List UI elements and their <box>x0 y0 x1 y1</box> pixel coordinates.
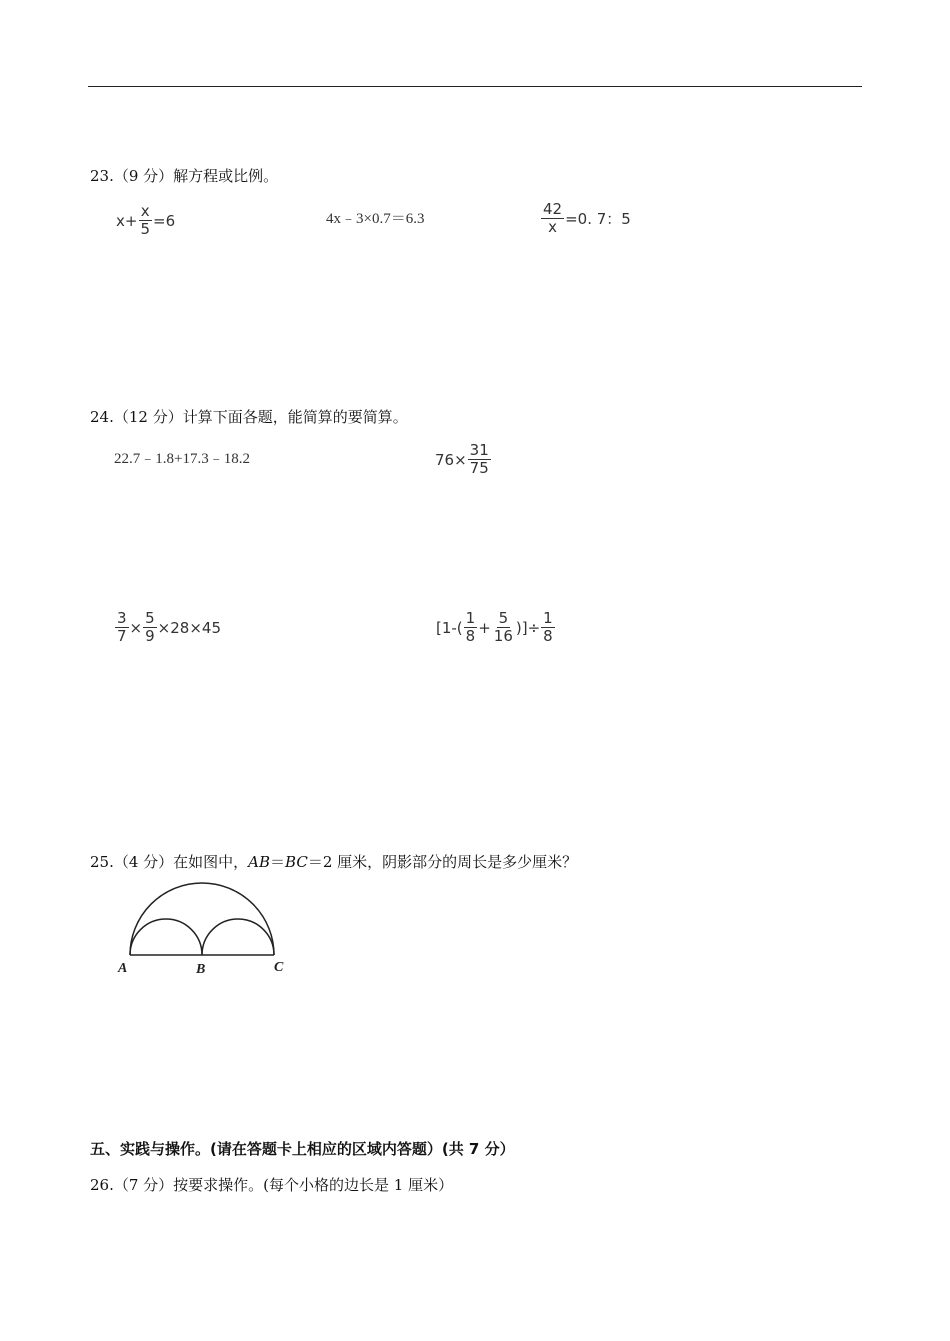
question-25-title: 25.（4 分）在如图中，AB＝BC＝2 厘米，阴影部分的周长是多少厘米？ <box>90 853 578 871</box>
q24-expression-1: 22.7﹣1.8+17.3﹣18.2 <box>114 451 250 467</box>
fraction: $\frac{5}{16}$ <box>493 609 513 645</box>
q23-equation-1: x+ $\frac{x}{5}$ =6 <box>116 202 176 238</box>
point-c-label: C <box>274 960 284 975</box>
large-semicircle <box>130 883 274 955</box>
fraction: $\frac{1}{8}$ <box>543 609 553 645</box>
fraction: $\frac{31}{75}$ <box>469 441 489 477</box>
q24-expression-4: [1-( $\frac{1}{8}$ + $\frac{5}{16}$ )]÷ $\frac{1}{8}$ <box>436 609 553 645</box>
left-small-semicircle <box>130 919 202 955</box>
fraction: $\frac{42}{x}$ <box>543 200 563 236</box>
fraction: $\frac{1}{8}$ <box>465 609 476 645</box>
fraction: $\frac{x}{5}$ <box>140 202 150 238</box>
q24-expression-3: $\frac{3}{7}$ × $\frac{5}{9}$ ×28×45 <box>117 609 221 645</box>
fraction: $\frac{5}{9}$ <box>145 609 155 645</box>
question-26-title: 26.（7 分）按要求操作。(每个小格的边长是 1 厘米） <box>90 1176 454 1194</box>
right-small-semicircle <box>202 919 274 955</box>
section-5-title: 五、实践与操作。(请在答题卡上相应的区域内答题）(共 7 分） <box>90 1140 515 1158</box>
q23-proportion-3: $\frac{42}{x}$ =0. 7：5 <box>543 200 631 236</box>
point-b-label: B <box>196 962 206 976</box>
point-a-label: A <box>118 961 128 976</box>
fraction: $\frac{3}{7}$ <box>117 609 127 645</box>
q24-expression-2: 76× $\frac{31}{75}$ <box>435 441 489 477</box>
q23-equation-2: 4x﹣3×0.7＝6.3 <box>326 211 425 227</box>
semicircle-figure <box>110 876 310 976</box>
header-rule <box>88 86 862 87</box>
question-23-title: 23.（9 分）解方程或比例。 <box>90 167 279 185</box>
question-24-title: 24.（12 分）计算下面各题，能简算的要简算。 <box>90 408 408 426</box>
